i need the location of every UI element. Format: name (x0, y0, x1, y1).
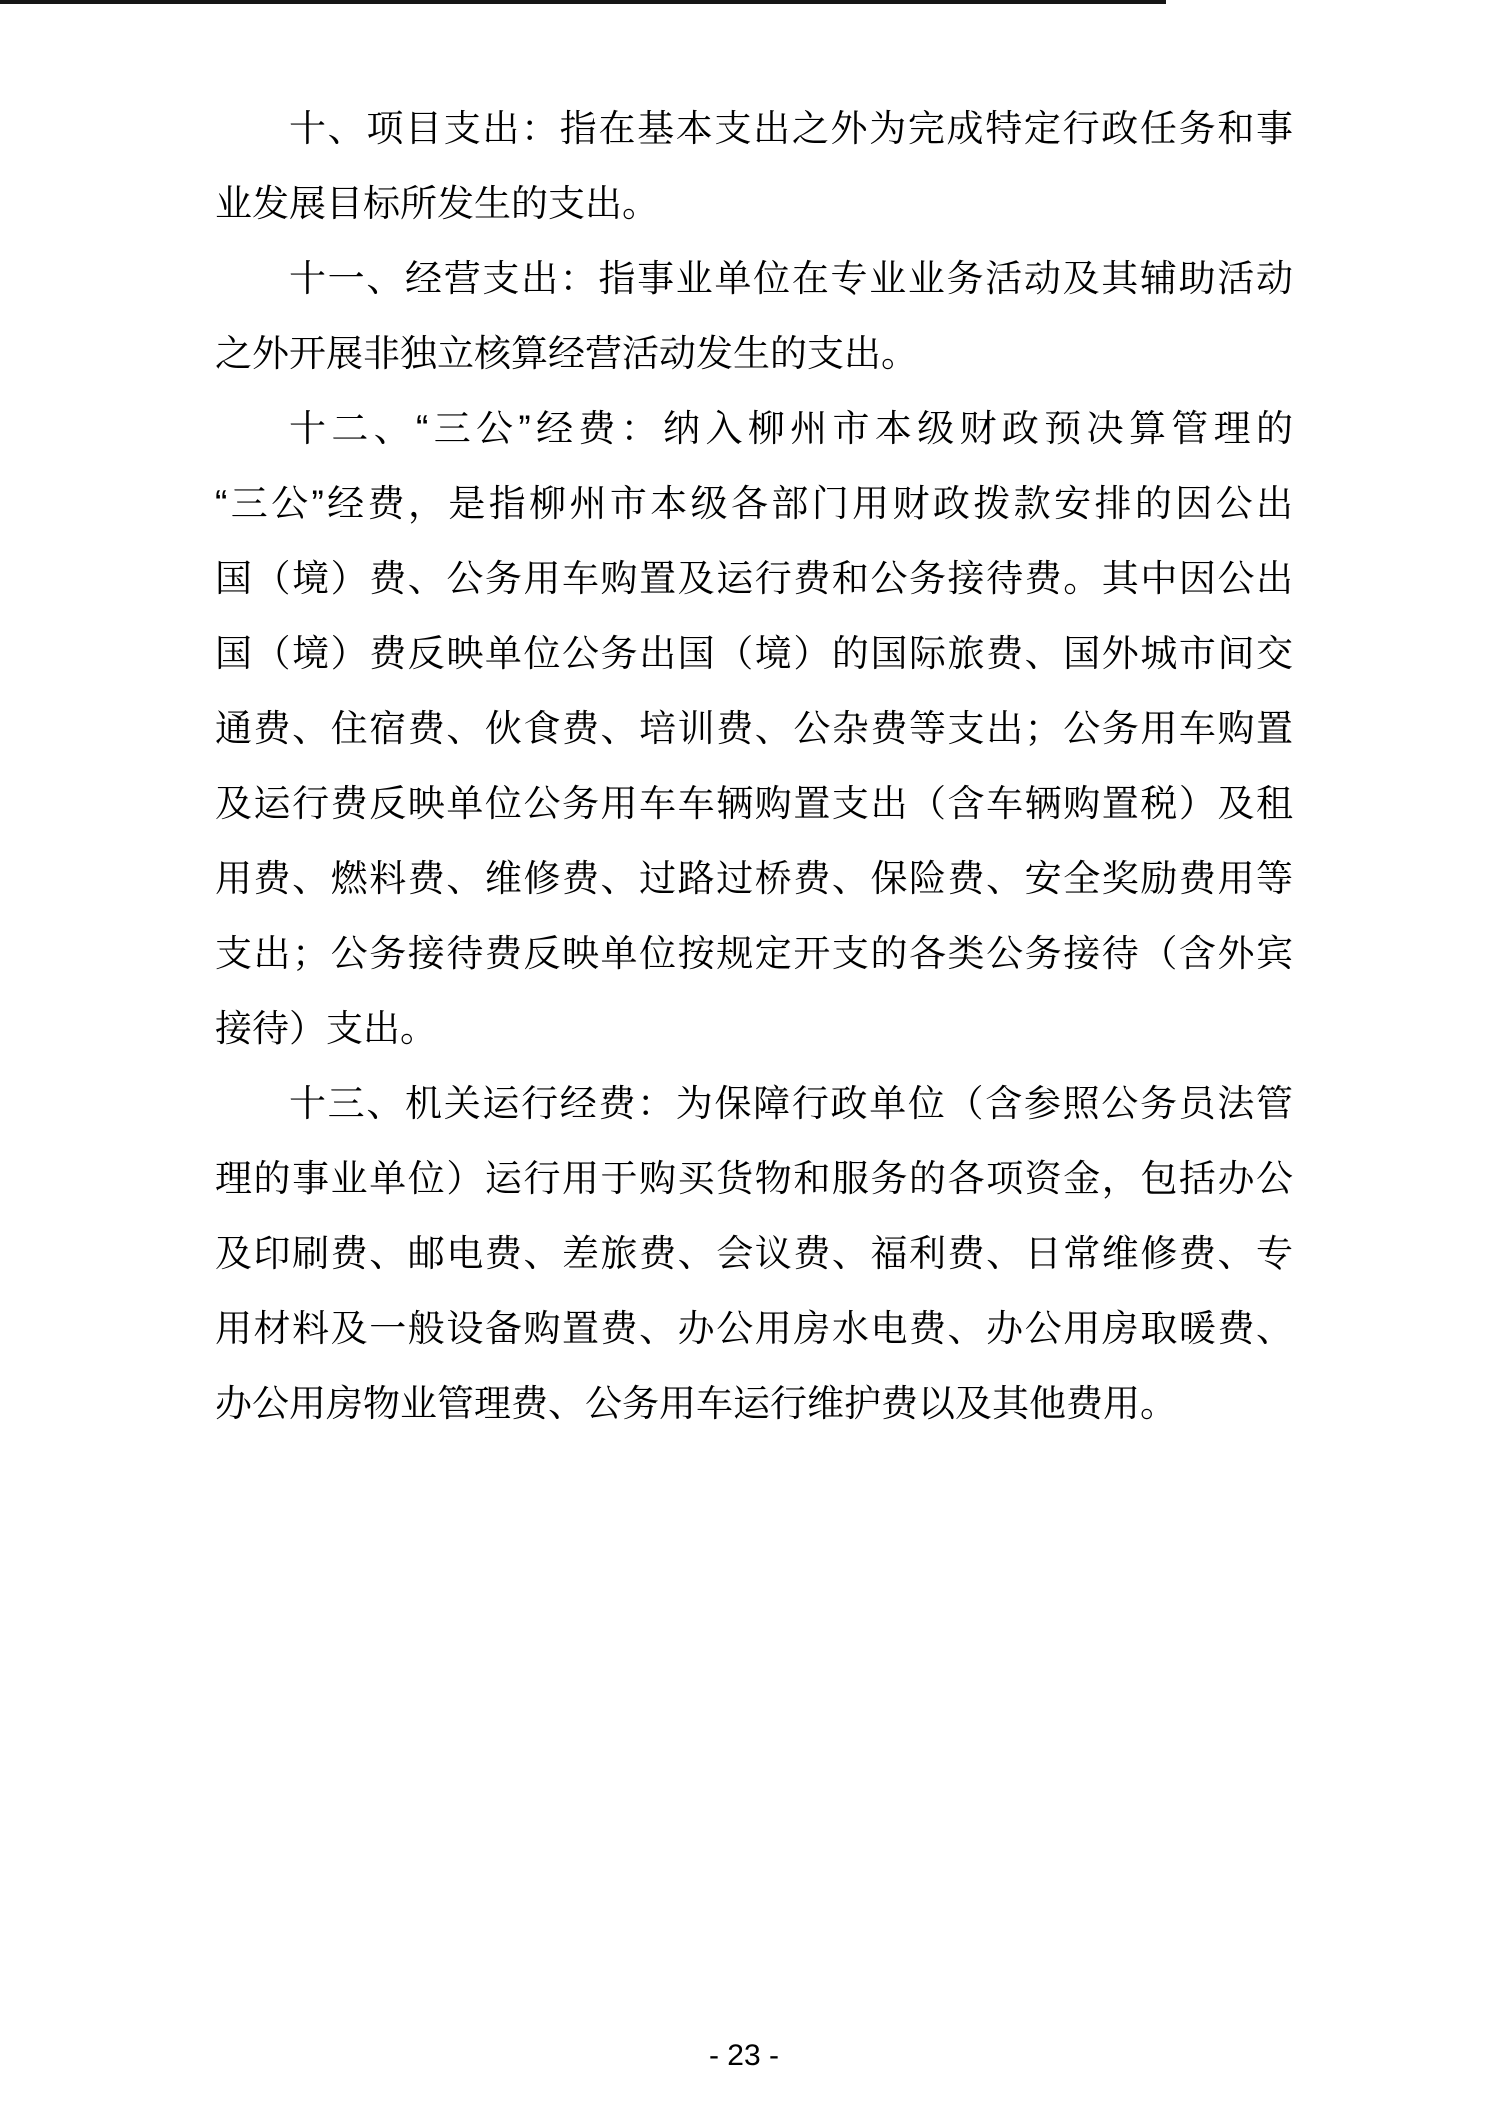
text-line: 十、项目支出：指在基本支出之外为完成特定行政任务和事 (289, 108, 1293, 149)
text-line: 十二、“三公”经费：纳入柳州市本级财政预决算管理的 (289, 408, 1293, 449)
text-line: 国（境）费、公务用车购置及运行费和公务接待费。其中因公出 (215, 558, 1293, 599)
scan-artifact-bar (0, 0, 1166, 4)
text-line: 及运行费反映单位公务用车车辆购置支出（含车辆购置税）及租 (215, 783, 1293, 824)
text-line: 接待）支出。 (215, 1008, 437, 1049)
paragraph-item-10 (215, 91, 1293, 241)
text-line: 及印刷费、邮电费、差旅费、会议费、福利费、日常维修费、专 (215, 1233, 1293, 1274)
text-line: 十三、机关运行经费：为保障行政单位（含参照公务员法管 (289, 1083, 1293, 1124)
document-body (215, 91, 1293, 1441)
text-line: 办公用房物业管理费、公务用车运行维护费以及其他费用。 (215, 1383, 1177, 1424)
text-line: 国（境）费反映单位公务出国（境）的国际旅费、国外城市间交 (215, 633, 1293, 674)
text-line: 十一、经营支出：指事业单位在专业业务活动及其辅助活动 (289, 258, 1293, 299)
text-line: 理的事业单位）运行用于购买货物和服务的各项资金，包括办公 (215, 1158, 1293, 1199)
page-number: - 23 - (708, 2039, 780, 2072)
text-line: 用材料及一般设备购置费、办公用房水电费、办公用房取暖费、 (215, 1308, 1293, 1349)
text-line: 业发展目标所发生的支出。 (215, 183, 659, 224)
text-line: 通费、住宿费、伙食费、培训费、公杂费等支出；公务用车购置 (215, 708, 1293, 749)
text-line: 之外开展非独立核算经营活动发生的支出。 (215, 333, 918, 374)
text-line: “三公”经费，是指柳州市本级各部门用财政拨款安排的因公出 (215, 483, 1293, 524)
paragraph-item-13 (215, 1066, 1293, 1441)
paragraph-item-11 (215, 241, 1293, 391)
text-line: 支出；公务接待费反映单位按规定开支的各类公务接待（含外宾 (215, 933, 1293, 974)
text-line: 用费、燃料费、维修费、过路过桥费、保险费、安全奖励费用等 (215, 858, 1293, 899)
paragraph-item-12 (215, 391, 1293, 1066)
